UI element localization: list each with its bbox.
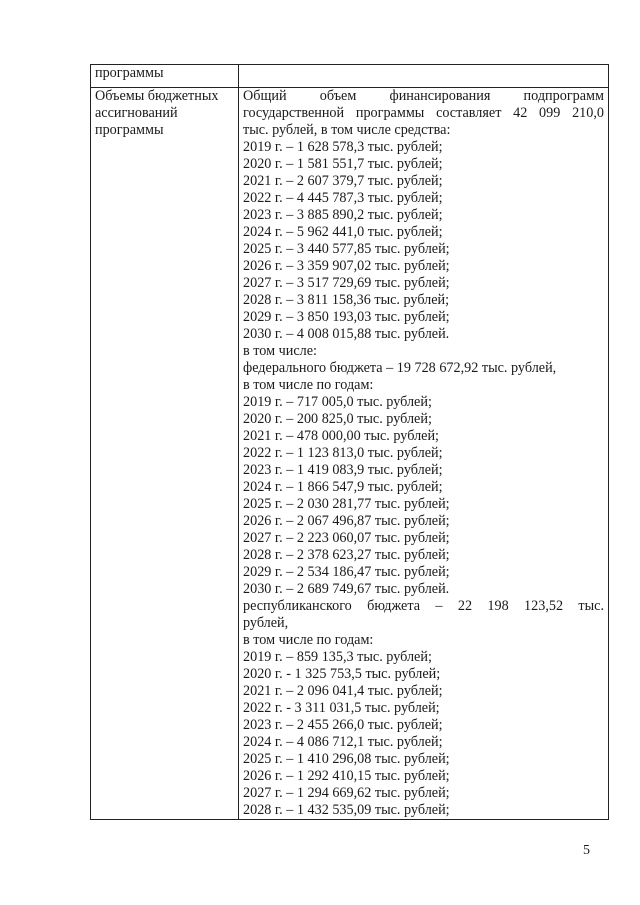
year-line: 2022 г. – 4 445 787,3 тыс. рублей; bbox=[243, 190, 443, 206]
year-line: 2022 г. – 1 123 813,0 тыс. рублей; bbox=[243, 445, 443, 461]
cell-prev-left: программы bbox=[91, 65, 239, 88]
year-line: 2027 г. – 1 294 669,62 тыс. рублей; bbox=[243, 785, 450, 801]
program-table bbox=[90, 64, 609, 820]
federal-header: федерального бюджета – 19 728 672,92 тыс. рублей, bbox=[243, 360, 557, 376]
year-line: 2021 г. – 478 000,00 тыс. рублей; bbox=[243, 428, 439, 444]
republic-header: республиканского бюджета – 22 198 123,52 тыс. bbox=[243, 598, 604, 614]
year-line: 2029 г. – 2 534 186,47 тыс. рублей; bbox=[243, 564, 450, 580]
year-line: 2027 г. – 3 517 729,69 тыс. рублей; bbox=[243, 275, 450, 291]
year-line: 2023 г. – 1 419 083,9 тыс. рублей; bbox=[243, 462, 443, 478]
by-years-text: в том числе по годам: bbox=[243, 377, 374, 393]
republic-by-years-text: в том числе по годам: bbox=[243, 632, 374, 648]
federal-years-list bbox=[243, 394, 604, 598]
year-line: 2025 г. – 1 410 296,08 тыс. рублей; bbox=[243, 751, 450, 767]
intro-line: Общий объем финансирования подпрограмм bbox=[243, 88, 604, 104]
year-line: 2027 г. – 2 223 060,07 тыс. рублей; bbox=[243, 530, 450, 546]
year-line: 2029 г. – 3 850 193,03 тыс. рублей; bbox=[243, 309, 450, 325]
year-line: 2023 г. – 3 885 890,2 тыс. рублей; bbox=[243, 207, 443, 223]
year-line: 2020 г. – 1 581 551,7 тыс. рублей; bbox=[243, 156, 443, 172]
year-line: 2028 г. – 1 432 535,09 тыс. рублей; bbox=[243, 802, 450, 818]
cell-label bbox=[91, 88, 239, 820]
republic-years-list bbox=[243, 649, 604, 819]
year-line: 2024 г. – 5 962 441,0 тыс. рублей; bbox=[243, 224, 443, 240]
year-line: 2030 г. – 4 008 015,88 тыс. рублей. bbox=[243, 326, 450, 342]
year-line: 2030 г. – 2 689 749,67 тыс. рублей. bbox=[243, 581, 450, 597]
year-line: 2028 г. – 2 378 623,27 тыс. рублей; bbox=[243, 547, 450, 563]
year-line: 2026 г. – 2 067 496,87 тыс. рублей; bbox=[243, 513, 450, 529]
incl-text: в том числе: bbox=[243, 343, 317, 359]
year-line: 2028 г. – 3 811 158,36 тыс. рублей; bbox=[243, 292, 450, 308]
intro-line: государственной программы составляет 42 099 210,0 bbox=[243, 105, 604, 121]
year-line: 2026 г. – 3 359 907,02 тыс. рублей; bbox=[243, 258, 450, 274]
year-line: 2019 г. – 717 005,0 тыс. рублей; bbox=[243, 394, 432, 410]
label-line: Объемы бюджетных bbox=[95, 88, 219, 104]
label-line: ассигнований bbox=[95, 105, 178, 121]
year-line: 2023 г. – 2 455 266,0 тыс. рублей; bbox=[243, 717, 443, 733]
year-line: 2024 г. – 4 086 712,1 тыс. рублей; bbox=[243, 734, 443, 750]
year-line: 2025 г. – 3 440 577,85 тыс. рублей; bbox=[243, 241, 450, 257]
year-line: 2019 г. – 859 135,3 тыс. рублей; bbox=[243, 649, 432, 665]
year-line: 2026 г. – 1 292 410,15 тыс. рублей; bbox=[243, 768, 450, 784]
table-row-budget bbox=[91, 88, 609, 820]
year-line: 2021 г. – 2 096 041,4 тыс. рублей; bbox=[243, 683, 443, 699]
year-line: 2021 г. – 2 607 379,7 тыс. рублей; bbox=[243, 173, 443, 189]
intro-line: тыс. рублей, в том числе средства: bbox=[243, 122, 451, 138]
year-line: 2019 г. – 1 628 578,3 тыс. рублей; bbox=[243, 139, 443, 155]
label-line: программы bbox=[95, 122, 164, 138]
total-years-list bbox=[243, 139, 604, 343]
page-number: 5 bbox=[583, 843, 590, 858]
table-row-previous bbox=[91, 65, 609, 88]
republic-header: рублей, bbox=[243, 615, 289, 631]
year-line: 2020 г. - 1 325 753,5 тыс. рублей; bbox=[243, 666, 441, 682]
year-line: 2022 г. - 3 311 031,5 тыс. рублей; bbox=[243, 700, 440, 716]
year-line: 2025 г. – 2 030 281,77 тыс. рублей; bbox=[243, 496, 450, 512]
cell-prev-right bbox=[239, 65, 609, 88]
cell-content bbox=[239, 88, 609, 820]
year-line: 2024 г. – 1 866 547,9 тыс. рублей; bbox=[243, 479, 443, 495]
year-line: 2020 г. – 200 825,0 тыс. рублей; bbox=[243, 411, 432, 427]
